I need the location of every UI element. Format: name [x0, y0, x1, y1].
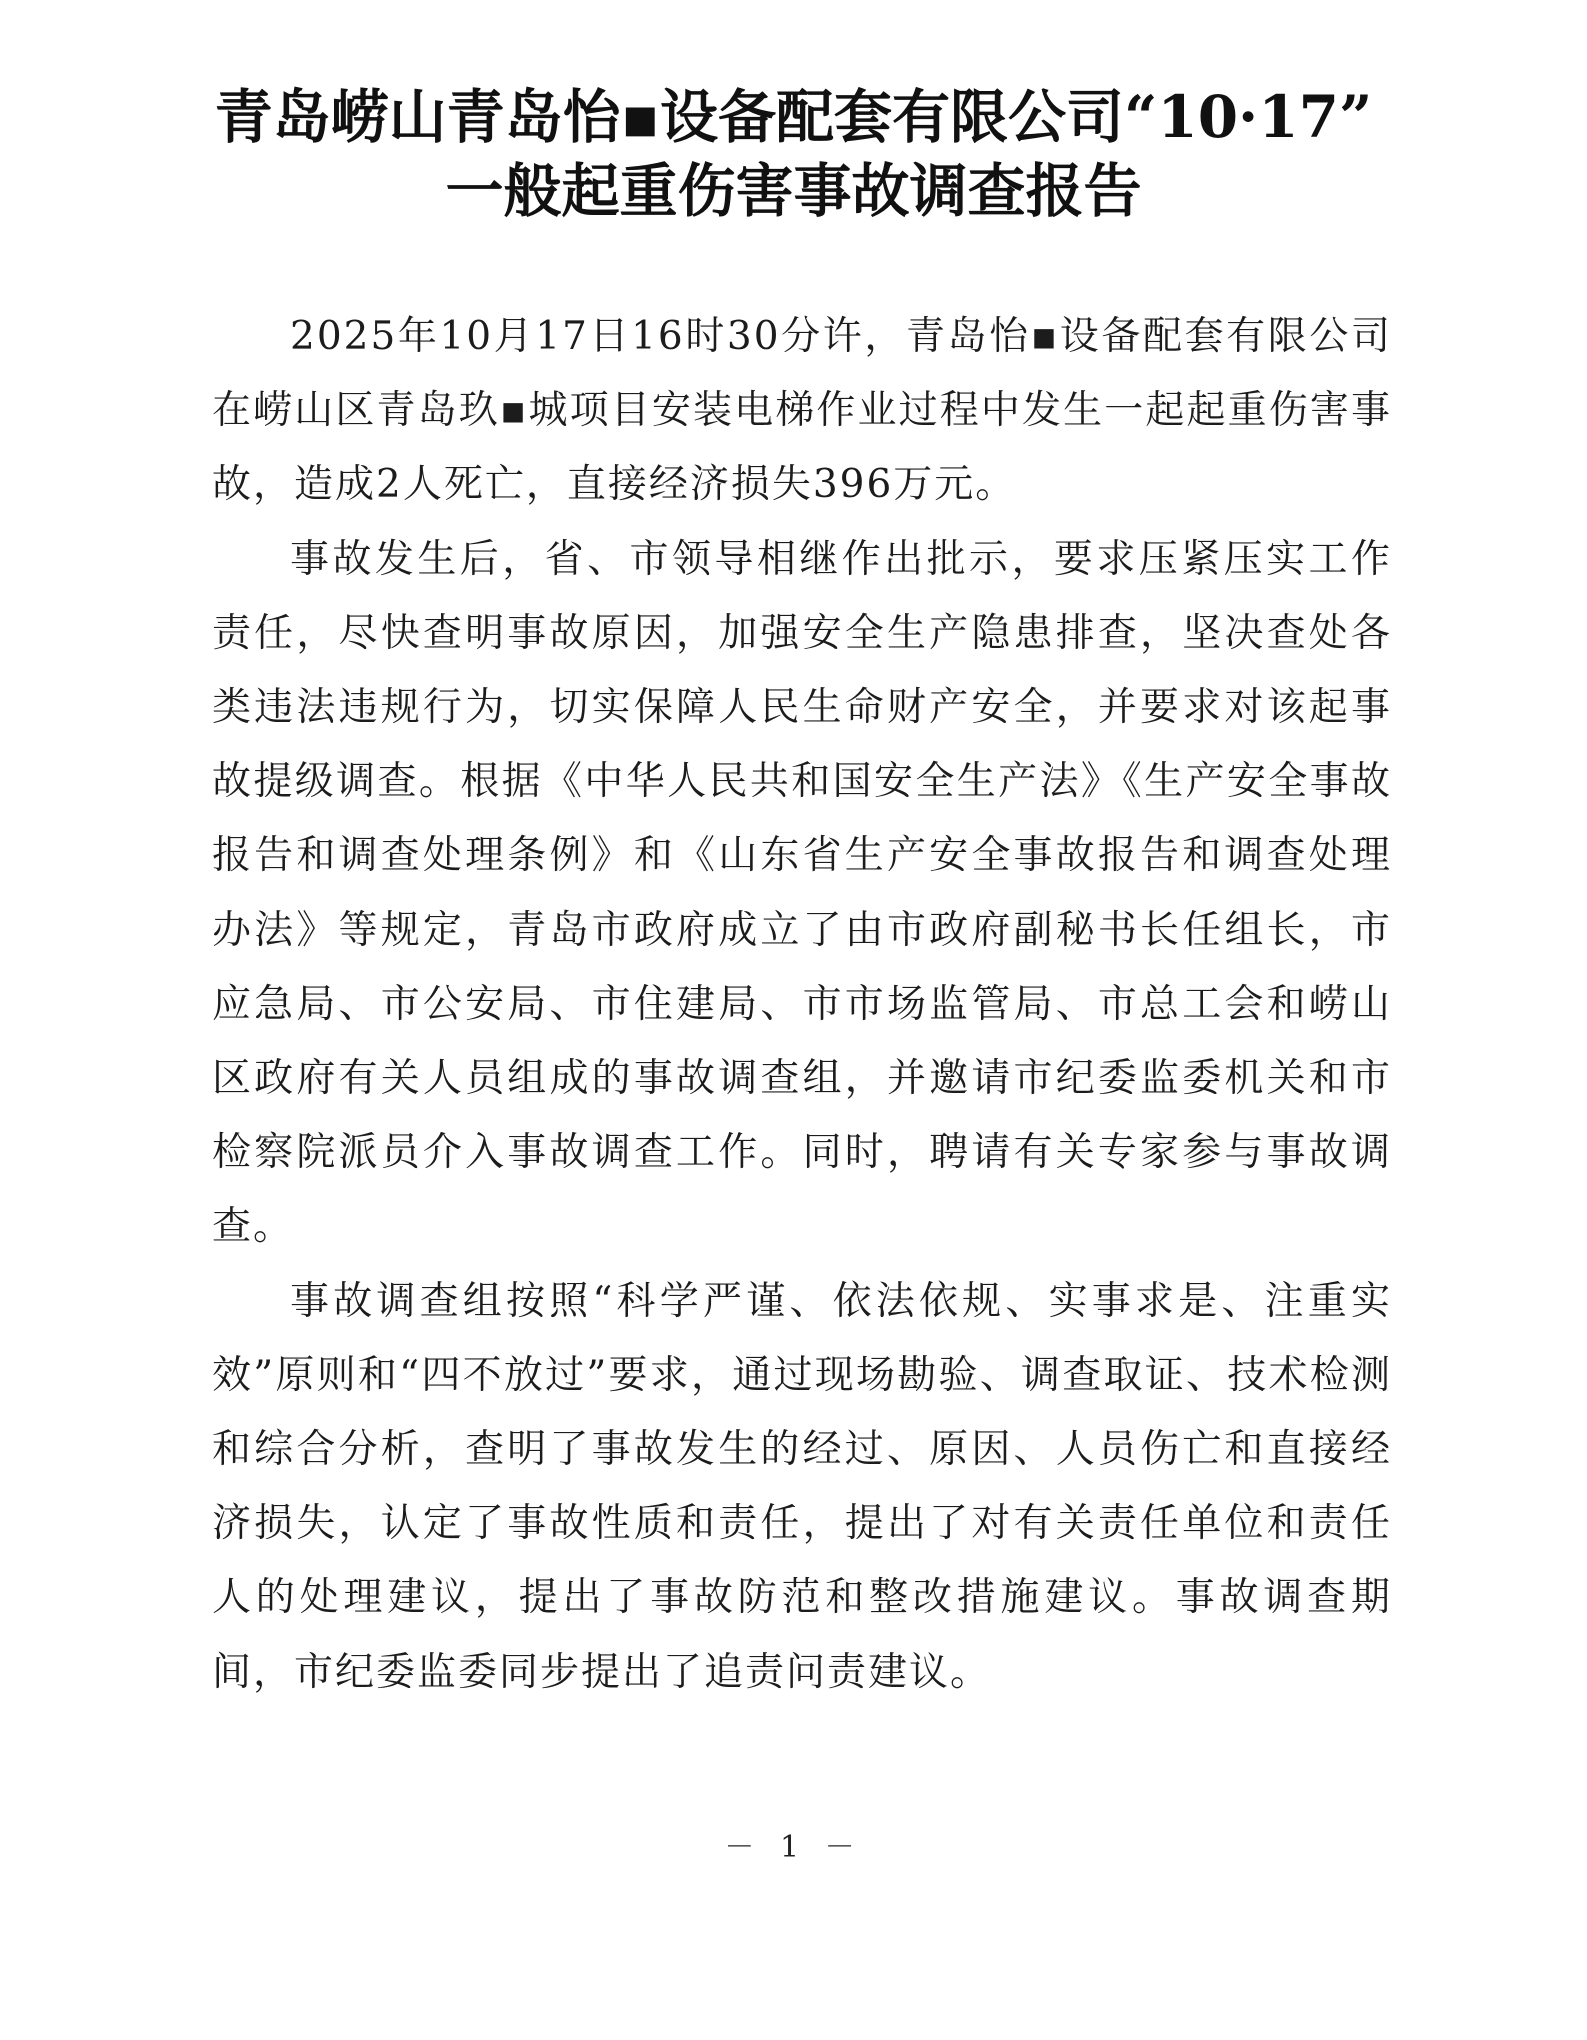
paragraph-investigation-process: 事故调查组按照“科学严谨、依法依规、实事求是、注重实效”原则和“四不放过”要求，通过现场勘验、调查取证、技术检测和综合分析，查明了事故发生的经过、原因、人员伤亡和直接经济损失，认定了事故性质和责任，提出了对有关责任单位和责任人的处理建议，提出了事故防范和整改措施建议。事故调查期间，市纪委监委同步提出了追责问责建议。 [212, 1278, 1392, 1695]
paragraph-incident-summary: 2025年10月17日16时30分许，青岛怡▪设备配套有限公司在崂山区青岛玖▪城项目安装电梯作业过程中发生一起起重伤害事故，造成2人死亡，直接经济损失396万元。 [212, 314, 1392, 508]
report-title-line-1: 青岛崂山青岛怡▪设备配套有限公司“10·17” [214, 83, 1373, 151]
paragraph-investigation-setup: 事故发生后，省、市领导相继作出批示，要求压紧压实工作责任，尽快查明事故原因，加强安全生产隐患排查，坚决查处各类违法违规行为，切实保障人民生命财产安全，并要求对该起事故提级调查。根据《中华人民共和国安全生产法》《生产安全事故报告和调查处理条例》和《山东省生产安全事故报告和调查处理办法》等规定，青岛市政府成立了由市政府副秘书长任组长，市应急局、市公安局、市住建局、市市场监管局、市总工会和崂山区政府有关人员组成的事故调查组，并邀请市纪委监委机关和市检察院派员介入事故调查工作。同时，聘请有关专家参与事故调查。 [212, 536, 1392, 1250]
page-number: － 1 － [724, 1830, 863, 1865]
report-body [212, 300, 1392, 1710]
report-title-line-2: 一般起重伤害事故调查报告 [445, 157, 1142, 225]
